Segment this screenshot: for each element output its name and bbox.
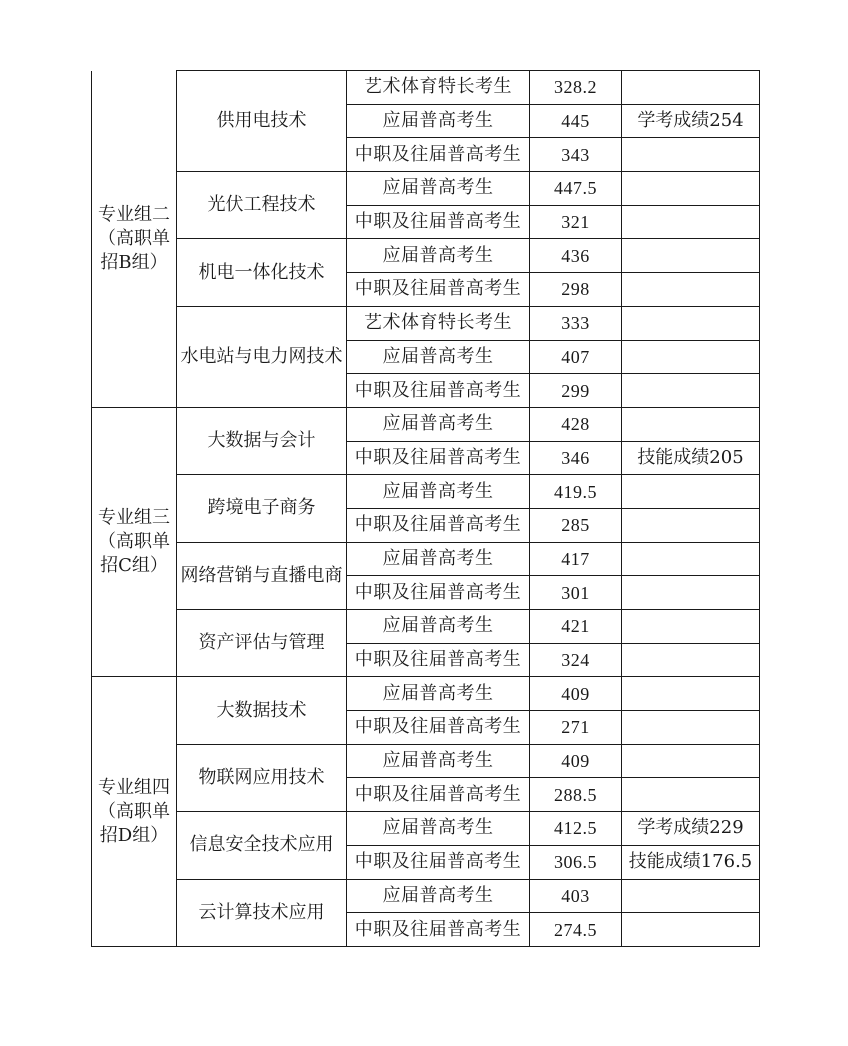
remark-cell [622,475,760,509]
applicant-category-cell: 应届普高考生 [347,812,530,846]
major-name-cell: 物联网应用技术 [177,744,347,811]
major-name-cell: 信息安全技术应用 [177,812,347,879]
remark-cell [622,610,760,644]
remark-cell [622,508,760,542]
applicant-category-cell: 中职及往届普高考生 [347,205,530,239]
min-score-cell: 407 [530,340,622,374]
major-name-cell: 光伏工程技术 [177,172,347,239]
applicant-category-cell: 应届普高考生 [347,677,530,711]
min-score-cell: 346 [530,441,622,475]
min-score-cell: 274.5 [530,913,622,947]
table-row [92,239,760,273]
remark-cell: 学考成绩254 [622,104,760,138]
major-name-cell: 大数据技术 [177,677,347,744]
table-row [92,542,760,576]
major-name-cell: 网络营销与直播电商 [177,542,347,609]
remark-cell [622,744,760,778]
remark-cell [622,374,760,408]
min-score-cell: 409 [530,744,622,778]
min-score-cell: 288.5 [530,778,622,812]
min-score-cell: 403 [530,879,622,913]
remark-cell [622,273,760,307]
applicant-category-cell: 应届普高考生 [347,104,530,138]
remark-cell [622,913,760,947]
min-score-cell: 447.5 [530,172,622,206]
applicant-category-cell: 中职及往届普高考生 [347,138,530,172]
remark-cell: 学考成绩229 [622,812,760,846]
major-name-cell: 大数据与会计 [177,407,347,474]
group-name-cell: 专业组二（高职单招B组） [92,71,177,408]
min-score-cell: 299 [530,374,622,408]
table-row [92,407,760,441]
remark-cell [622,172,760,206]
remark-cell: 技能成绩205 [622,441,760,475]
min-score-cell: 301 [530,576,622,610]
remark-cell [622,71,760,105]
applicant-category-cell: 中职及往届普高考生 [347,508,530,542]
applicant-category-cell: 应届普高考生 [347,610,530,644]
major-name-cell: 云计算技术应用 [177,879,347,946]
remark-cell [622,407,760,441]
applicant-category-cell: 艺术体育特长考生 [347,306,530,340]
major-name-cell: 跨境电子商务 [177,475,347,542]
min-score-cell: 328.2 [530,71,622,105]
remark-cell [622,879,760,913]
min-score-cell: 271 [530,711,622,745]
remark-cell: 技能成绩176.5 [622,845,760,879]
min-score-cell: 421 [530,610,622,644]
table-row [92,610,760,644]
applicant-category-cell: 应届普高考生 [347,542,530,576]
min-score-cell: 343 [530,138,622,172]
applicant-category-cell: 中职及往届普高考生 [347,845,530,879]
applicant-category-cell: 中职及往届普高考生 [347,711,530,745]
applicant-category-cell: 中职及往届普高考生 [347,778,530,812]
applicant-category-cell: 应届普高考生 [347,879,530,913]
remark-cell [622,778,760,812]
applicant-category-cell: 应届普高考生 [347,407,530,441]
min-score-cell: 306.5 [530,845,622,879]
min-score-cell: 333 [530,306,622,340]
major-name-cell: 供用电技术 [177,71,347,172]
major-name-cell: 机电一体化技术 [177,239,347,306]
table-row [92,172,760,206]
applicant-category-cell: 应届普高考生 [347,475,530,509]
applicant-category-cell: 中职及往届普高考生 [347,273,530,307]
applicant-category-cell: 应届普高考生 [347,340,530,374]
min-score-cell: 321 [530,205,622,239]
remark-cell [622,711,760,745]
min-score-cell: 409 [530,677,622,711]
major-name-cell: 水电站与电力网技术 [177,306,347,407]
table-row [92,71,760,105]
min-score-cell: 324 [530,643,622,677]
table-row [92,475,760,509]
group-name-cell: 专业组三（高职单招C组） [92,407,177,677]
remark-cell [622,576,760,610]
table-row [92,812,760,846]
remark-cell [622,306,760,340]
major-name-cell: 资产评估与管理 [177,610,347,677]
min-score-cell: 417 [530,542,622,576]
remark-cell [622,138,760,172]
applicant-category-cell: 中职及往届普高考生 [347,441,530,475]
remark-cell [622,677,760,711]
remark-cell [622,239,760,273]
remark-cell [622,340,760,374]
applicant-category-cell: 应届普高考生 [347,744,530,778]
min-score-cell: 419.5 [530,475,622,509]
applicant-category-cell: 中职及往届普高考生 [347,576,530,610]
min-score-cell: 285 [530,508,622,542]
applicant-category-cell: 中职及往届普高考生 [347,374,530,408]
table-row [92,677,760,711]
score-table [91,70,760,947]
table-row [92,744,760,778]
min-score-cell: 298 [530,273,622,307]
table-row [92,879,760,913]
table-row [92,306,760,340]
applicant-category-cell: 应届普高考生 [347,239,530,273]
remark-cell [622,643,760,677]
applicant-category-cell: 应届普高考生 [347,172,530,206]
min-score-cell: 428 [530,407,622,441]
group-name-cell: 专业组四（高职单招D组） [92,677,177,947]
applicant-category-cell: 中职及往届普高考生 [347,913,530,947]
remark-cell [622,205,760,239]
applicant-category-cell: 艺术体育特长考生 [347,71,530,105]
remark-cell [622,542,760,576]
min-score-cell: 412.5 [530,812,622,846]
min-score-cell: 445 [530,104,622,138]
min-score-cell: 436 [530,239,622,273]
score-table-body [92,71,760,947]
applicant-category-cell: 中职及往届普高考生 [347,643,530,677]
